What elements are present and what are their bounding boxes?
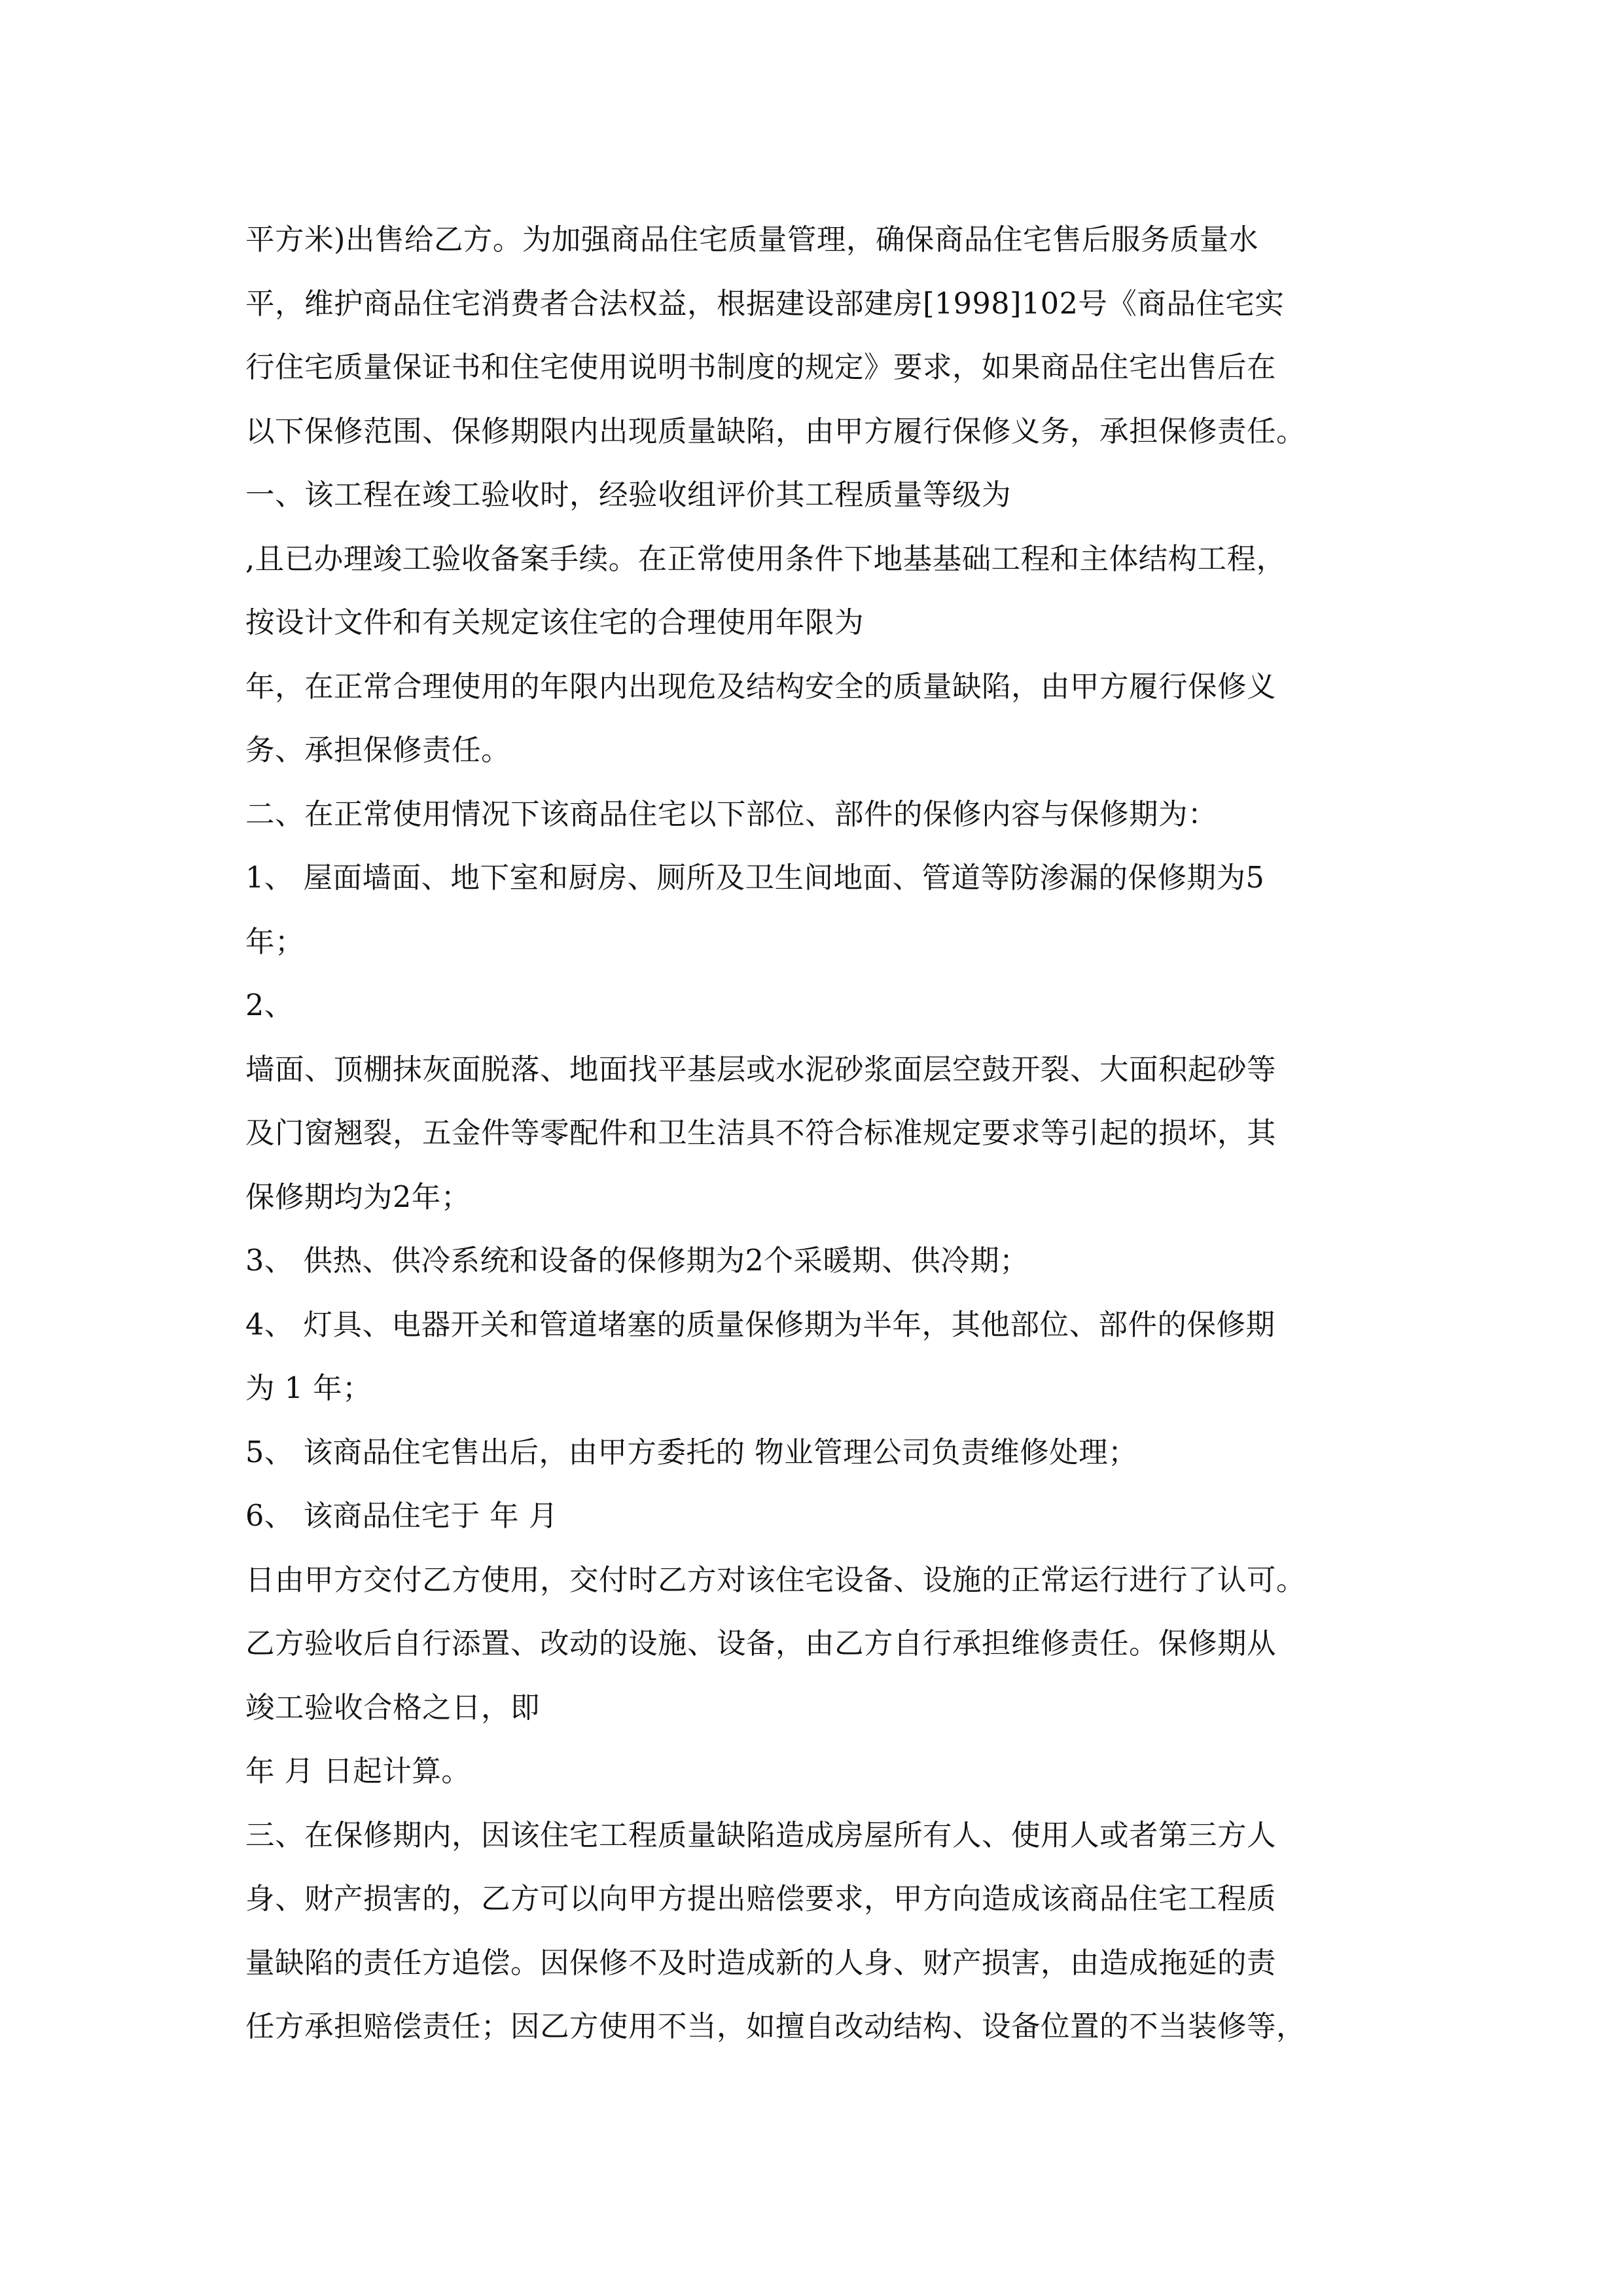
text-line: 墙面、顶棚抹灰面脱落、地面找平基层或水泥砂浆面层空鼓开裂、大面积起砂等 xyxy=(245,1052,1277,1086)
text-line: 乙方验收后自行添置、改动的设施、设备，由乙方自行承担维修责任。保修期从 xyxy=(245,1627,1277,1660)
section-heading-3: 三、在保修期内，因该住宅工程质量缺陷造成房屋所有人、使用人或者第三方人 xyxy=(245,1818,1277,1852)
list-item-3: 3、 供热、供冷系统和设备的保修期为2个采暖期、供冷期； xyxy=(245,1244,1029,1278)
text-line: 平，维护商品住宅消费者合法权益，根据建设部建房[1998]102号《商品住宅实 xyxy=(245,287,1285,321)
text-line: 竣工验收合格之日，即 xyxy=(245,1691,541,1725)
text-line: 日由甲方交付乙方使用，交付时乙方对该住宅设备、设施的正常运行进行了认可。 xyxy=(245,1563,1306,1597)
text-line: ,且已办理竣工验收备案手续。在正常使用条件下地基基础工程和主体结构工程， xyxy=(245,542,1286,576)
text-line: 为 1 年； xyxy=(245,1372,372,1405)
text-line: 行住宅质量保证书和住宅使用说明书制度的规定》要求，如果商品住宅出售后在 xyxy=(245,351,1277,384)
text-line: 量缺陷的责任方追偿。因保修不及时造成新的人身、财产损害，由造成拖延的责 xyxy=(245,1946,1277,1980)
section-heading-2: 二、在正常使用情况下该商品住宅以下部位、部件的保修内容与保修期为： xyxy=(245,797,1218,831)
text-line: 平方米)出售给乙方。为加强商品住宅质量管理，确保商品住宅售后服务质量水 xyxy=(245,223,1258,257)
section-heading-1: 一、该工程在竣工验收时，经验收组评价其工程质量等级为 xyxy=(245,478,1012,512)
text-line: 按设计文件和有关规定该住宅的合理使用年限为 xyxy=(245,606,865,639)
text-line: 年 月 日起计算。 xyxy=(245,1755,471,1788)
list-item-6: 6、 该商品住宅于 年 月 xyxy=(245,1499,558,1533)
text-line: 及门窗翘裂，五金件等零配件和卫生洁具不符合标准规定要求等引起的损坏，其 xyxy=(245,1117,1277,1150)
text-line: 年； xyxy=(245,925,305,959)
text-line: 任方承担赔偿责任；因乙方使用不当，如擅自改动结构、设备位置的不当装修等， xyxy=(245,2010,1306,2043)
text-line: 保修期均为2年； xyxy=(245,1180,471,1214)
document-body xyxy=(245,208,1397,2059)
text-line: 身、财产损害的，乙方可以向甲方提出赔偿要求，甲方向造成该商品住宅工程质 xyxy=(245,1882,1277,1916)
list-item-2: 2、 xyxy=(245,989,294,1022)
list-item-5: 5、 该商品住宅售出后，由甲方委托的 物业管理公司负责维修处理； xyxy=(245,1435,1138,1469)
text-line: 年，在正常合理使用的年限内出现危及结构安全的质量缺陷，由甲方履行保修义 xyxy=(245,670,1277,704)
text-line: 务、承担保修责任。 xyxy=(245,734,511,767)
text-line: 以下保修范围、保修期限内出现质量缺陷，由甲方履行保修义务，承担保修责任。 xyxy=(245,414,1306,448)
list-item-4: 4、 灯具、电器开关和管道堵塞的质量保修期为半年，其他部位、部件的保修期 xyxy=(245,1308,1275,1342)
list-item-1: 1、 屋面墙面、地下室和厨房、厕所及卫生间地面、管道等防渗漏的保修期为5 xyxy=(245,861,1265,895)
